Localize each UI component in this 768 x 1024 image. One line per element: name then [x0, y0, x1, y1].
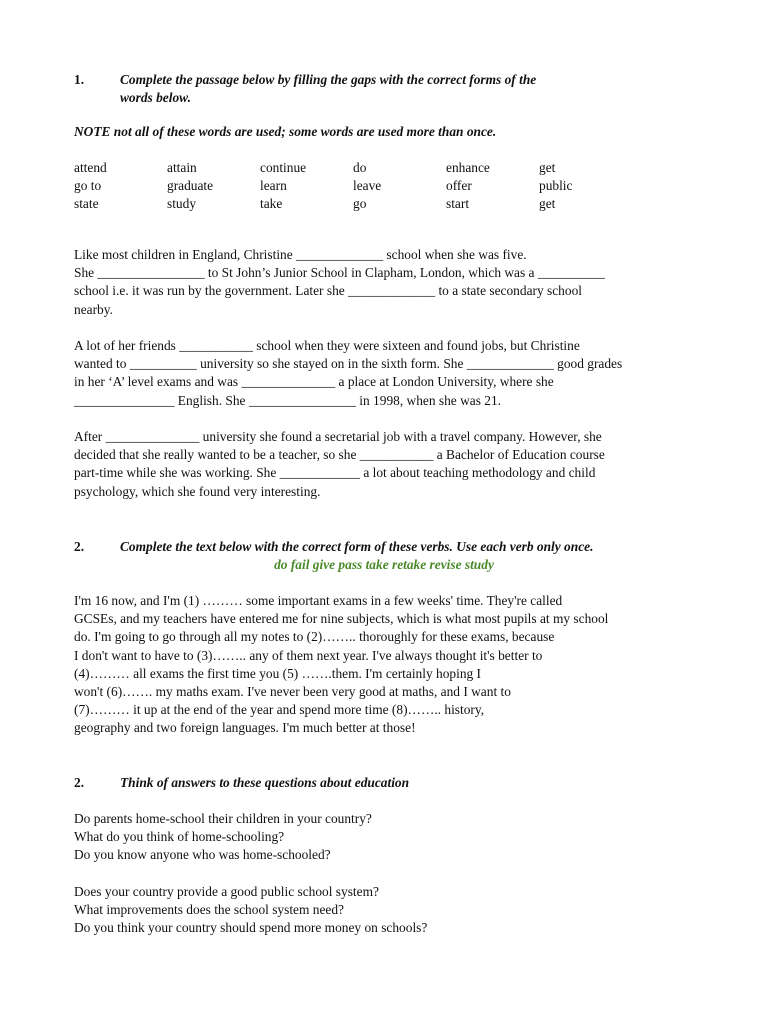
- discussion-question: Do you know anyone who was home-schooled?: [74, 847, 331, 863]
- discussion-question: Does your country provide a good public school system?: [74, 884, 379, 899]
- exercise-1-instruction-line-2: words below.: [120, 90, 191, 106]
- question-group-2: [74, 883, 694, 938]
- word-bank: [74, 159, 632, 214]
- word-bank-item: leave: [353, 178, 382, 194]
- word-bank-item: graduate: [167, 178, 214, 194]
- exercise-2-line: I don't want to have to (3)…….. any of them next year. I've always thought it's better to: [74, 647, 543, 663]
- word-bank-row: [74, 195, 632, 213]
- exercise-3-number: 2.: [74, 775, 85, 790]
- verb-list: do fail give pass take retake revise study: [274, 557, 494, 572]
- word-bank-item: public: [539, 178, 573, 194]
- exercise-2-line: (4)……… all exams the first time you (5) …….them. I'm certainly hoping I: [74, 665, 482, 681]
- exercise-2-heading: [74, 538, 714, 556]
- word-bank-item: enhance: [446, 160, 490, 175]
- passage-line: part-time while she was working. She ____________ a lot about teaching methodology and child: [74, 465, 596, 481]
- word-bank-item: get: [539, 196, 556, 212]
- word-bank-item: go to: [74, 178, 102, 194]
- word-bank-item: start: [446, 196, 470, 212]
- exercise-1-instruction-line-1: Complete the passage below by filling the gaps with the correct forms of the: [120, 72, 537, 87]
- word-bank-item: get: [539, 160, 556, 175]
- discussion-question: What do you think of home-schooling?: [74, 829, 285, 845]
- exercise-1-number: 1.: [74, 72, 85, 87]
- word-bank-item: do: [353, 160, 367, 175]
- passage-line: She ________________ to St John’s Junior School in Clapham, London, which was a __________: [74, 265, 605, 281]
- exercise-2-line: won't (6)……. my maths exam. I've never been very good at maths, and I want to: [74, 684, 511, 700]
- word-bank-item: continue: [260, 160, 307, 175]
- passage-line: in her ‘A’ level exams and was ______________ a place at London University, where she: [74, 374, 554, 390]
- word-bank-item: state: [74, 196, 99, 212]
- exercise-2-line: GCSEs, and my teachers have entered me for nine subjects, which is what most pupils at my school: [74, 611, 609, 627]
- passage-paragraph-1: [74, 246, 694, 319]
- exercise-2-text: [74, 592, 694, 738]
- passage-paragraph-3: [74, 428, 694, 501]
- exercise-3-instruction: Think of answers to these questions about education: [120, 775, 410, 790]
- exercise-1-heading: [74, 71, 714, 107]
- question-group-1: [74, 810, 694, 865]
- exercise-2-line: geography and two foreign languages. I'm much better at those!: [74, 720, 416, 736]
- passage-line: decided that she really wanted to be a teacher, so she ___________ a Bachelor of Education course: [74, 447, 605, 463]
- exercise-3-heading: [74, 774, 714, 792]
- passage-line: After ______________ university she found a secretarial job with a travel company. However, she: [74, 429, 602, 444]
- exercise-2-number: 2.: [74, 539, 85, 554]
- passage-line: psychology, which she found very interesting.: [74, 483, 321, 499]
- passage-line: A lot of her friends ___________ school when they were sixteen and found jobs, but Christine: [74, 338, 580, 353]
- passage-line: Like most children in England, Christine _____________ school when she was five.: [74, 247, 527, 262]
- discussion-question: Do parents home-school their children in your country?: [74, 811, 372, 826]
- word-bank-row: [74, 159, 632, 177]
- word-bank-item: attain: [167, 160, 197, 175]
- exercise-2-line: do. I'm going to go through all my notes to (2)…….. thoroughly for these exams, because: [74, 629, 555, 645]
- passage-line: wanted to __________ university so she stayed on in the sixth form. She _____________ good grades: [74, 356, 623, 372]
- word-bank-item: go: [353, 196, 367, 212]
- exercise-2-line: I'm 16 now, and I'm (1) ……… some important exams in a few weeks' time. They're called: [74, 593, 563, 608]
- exercise-2-instruction: Complete the text below with the correct form of these verbs. Use each verb only once.: [120, 539, 594, 554]
- discussion-question: Do you think your country should spend more money on schools?: [74, 920, 428, 936]
- exercise-2-line: (7)……… it up at the end of the year and spend more time (8)…….. history,: [74, 702, 485, 718]
- word-bank-item: study: [167, 196, 197, 212]
- passage-line: nearby.: [74, 301, 113, 317]
- word-bank-row: [74, 177, 632, 195]
- word-bank-item: learn: [260, 178, 287, 194]
- passage-line: school i.e. it was run by the government. Later she _____________ to a state secondary school: [74, 283, 582, 299]
- passage-line: _______________ English. She ________________ in 1998, when she was 21.: [74, 392, 501, 408]
- exercise-1-note: NOTE not all of these words are used; some words are used more than once.: [74, 124, 497, 139]
- word-bank-item: attend: [74, 160, 107, 175]
- word-bank-item: offer: [446, 178, 472, 194]
- word-bank-item: take: [260, 196, 283, 212]
- discussion-question: What improvements does the school system need?: [74, 902, 344, 918]
- passage-paragraph-2: [74, 337, 694, 410]
